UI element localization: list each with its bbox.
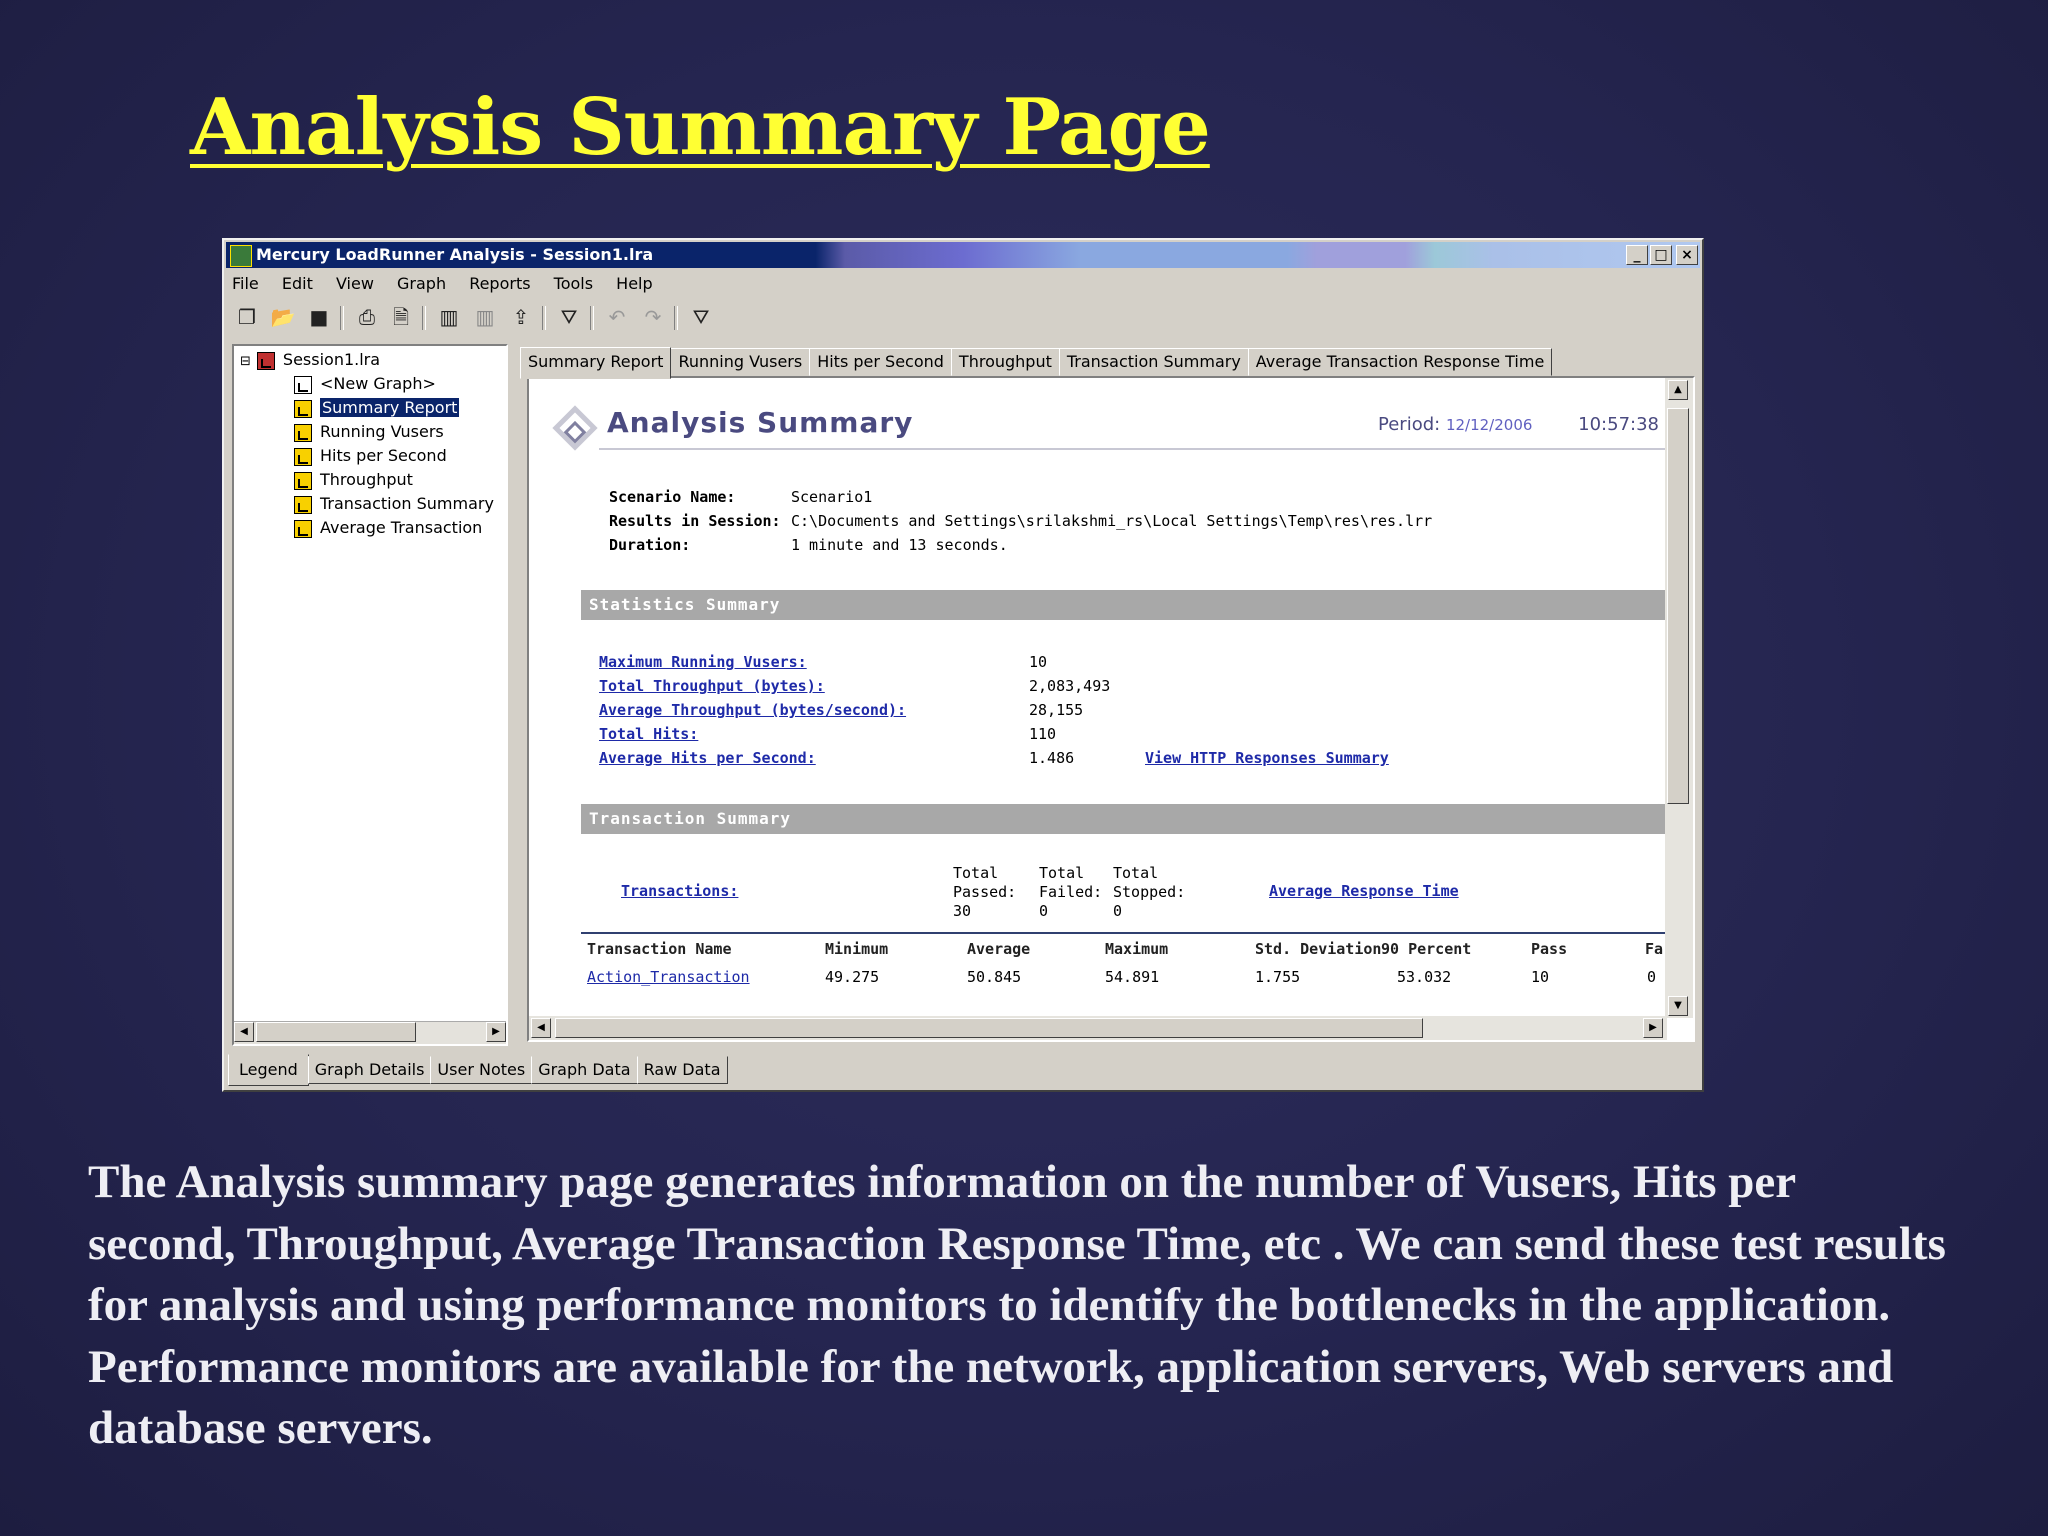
table-cell: 54.891 bbox=[1105, 968, 1160, 986]
graph-tabs bbox=[520, 344, 1551, 374]
graph-icon bbox=[294, 520, 312, 538]
duration-label: Duration: bbox=[609, 536, 691, 554]
session-tree bbox=[232, 344, 508, 1046]
table-header: Std. Deviation bbox=[1255, 940, 1382, 958]
stat-link[interactable]: Maximum Running Vusers: bbox=[599, 653, 807, 671]
menu-help[interactable]: Help bbox=[616, 274, 653, 293]
statistics-summary-header: Statistics Summary bbox=[581, 590, 1667, 620]
stat-value: 110 bbox=[1029, 725, 1057, 743]
tab-hits-per-second[interactable]: Hits per Second bbox=[809, 348, 952, 376]
tab-graph-data[interactable]: Graph Data bbox=[531, 1056, 637, 1084]
stat-link[interactable]: Average Hits per Second: bbox=[599, 749, 816, 767]
graph-icon bbox=[294, 472, 312, 490]
scroll-up-icon[interactable]: ▲ bbox=[1668, 380, 1688, 400]
print-preview-icon[interactable]: 🗎 bbox=[392, 305, 410, 329]
menu-edit[interactable]: Edit bbox=[281, 274, 313, 293]
total-failed-value: 0 bbox=[1039, 902, 1049, 920]
total-stopped-value: 0 bbox=[1113, 902, 1123, 920]
menu-bar bbox=[232, 272, 671, 296]
tab-raw-data[interactable]: Raw Data bbox=[637, 1056, 728, 1084]
table-cell: 1.755 bbox=[1255, 968, 1301, 986]
menu-reports[interactable]: Reports bbox=[469, 274, 531, 293]
report-logo-icon bbox=[552, 405, 597, 450]
tree-hscrollbar[interactable] bbox=[234, 1021, 506, 1044]
new-session-icon[interactable]: ❐ bbox=[238, 305, 256, 329]
transaction-name-link[interactable]: Action_Transaction bbox=[587, 968, 750, 986]
print-icon[interactable]: ⎙ bbox=[359, 305, 375, 329]
http-responses-link[interactable]: View HTTP Responses Summary bbox=[1145, 749, 1389, 767]
stat-value: 28,155 bbox=[1029, 701, 1084, 719]
duration-value: 1 minute and 13 seconds. bbox=[791, 536, 1008, 554]
graph-icon bbox=[294, 424, 312, 442]
table-header: Maximum bbox=[1105, 940, 1169, 958]
slide-body-text: The Analysis summary page generates information on the number of Vusers, Hits per second, Throughput, Average Transaction Response Time, etc . We can send these test results for analysis and using performance monitors to identify the bottlenecks in the application. Performance monitors are available for the network, application servers, Web servers and database servers. bbox=[88, 1156, 1946, 1454]
table-cell: 50.845 bbox=[967, 968, 1022, 986]
table-header: Average bbox=[967, 940, 1031, 958]
summary-filter-icon[interactable]: ⛛ bbox=[692, 305, 710, 329]
report-hscrollbar[interactable] bbox=[529, 1016, 1667, 1040]
save-icon[interactable]: ■ bbox=[309, 305, 329, 329]
tree-item-summary-report[interactable]: Summary Report bbox=[294, 396, 459, 420]
total-passed-label: Total Passed: bbox=[953, 864, 1017, 901]
menu-view[interactable]: View bbox=[335, 274, 374, 293]
close-button[interactable]: × bbox=[1676, 245, 1698, 265]
menu-file[interactable]: File bbox=[232, 274, 259, 293]
transactions-link[interactable]: Transactions: bbox=[621, 882, 739, 900]
app-icon bbox=[230, 245, 252, 267]
graph-icon bbox=[294, 496, 312, 514]
undo-icon[interactable]: ↶ bbox=[608, 305, 626, 329]
stat-link[interactable]: Total Throughput (bytes): bbox=[599, 677, 825, 695]
scroll-left-icon[interactable]: ◀ bbox=[234, 1022, 254, 1042]
tree-root[interactable]: ⊟ Session1.lra bbox=[240, 350, 381, 369]
tree-item[interactable]: <New Graph> bbox=[294, 372, 436, 396]
table-header: Fa bbox=[1645, 940, 1664, 958]
maximize-button[interactable]: □ bbox=[1650, 245, 1672, 265]
menu-graph[interactable]: Graph bbox=[397, 274, 447, 293]
graph-icon bbox=[294, 448, 312, 466]
tree-item[interactable]: Running Vusers bbox=[294, 420, 444, 444]
table-cell: 0 bbox=[1647, 968, 1657, 986]
stat-value: 2,083,493 bbox=[1029, 677, 1111, 695]
tab-summary-report[interactable]: Summary Report bbox=[520, 347, 671, 379]
report-icon bbox=[294, 400, 312, 418]
tab-transaction-summary[interactable]: Transaction Summary bbox=[1059, 348, 1249, 376]
app-window bbox=[222, 238, 1704, 1092]
scroll-down-icon[interactable]: ▼ bbox=[1668, 996, 1688, 1016]
table-header: 90 Percent bbox=[1381, 940, 1472, 958]
tab-average-transaction-response-time[interactable]: Average Transaction Response Time bbox=[1248, 348, 1553, 376]
filter-icon[interactable]: ⛛ bbox=[560, 305, 578, 329]
tree-item[interactable]: Hits per Second bbox=[294, 444, 447, 468]
average-response-time-link[interactable]: Average Response Time bbox=[1269, 882, 1459, 900]
table-cell: 10 bbox=[1531, 968, 1550, 986]
total-failed-label: Total Failed: bbox=[1039, 864, 1103, 901]
table-cell: 53.032 bbox=[1397, 968, 1452, 986]
period-date: 12/12/2006 bbox=[1445, 416, 1533, 434]
redo-icon[interactable]: ↷ bbox=[644, 305, 662, 329]
table-cell: 49.275 bbox=[825, 968, 880, 986]
stat-link[interactable]: Total Hits: bbox=[599, 725, 699, 743]
results-value: C:\Documents and Settings\srilakshmi_rs\Local Settings\Temp\res\res.lrr bbox=[791, 512, 1433, 530]
toolbar bbox=[232, 300, 1694, 336]
tree-item[interactable]: Transaction Summary bbox=[294, 492, 494, 516]
scroll-right-icon[interactable]: ▶ bbox=[1643, 1018, 1663, 1038]
details-tabs bbox=[228, 1054, 727, 1084]
scenario-label: Scenario Name: bbox=[609, 488, 736, 506]
summary-report-pane bbox=[527, 376, 1695, 1042]
total-stopped-label: Total Stopped: bbox=[1113, 864, 1186, 901]
scroll-left-icon[interactable]: ◀ bbox=[531, 1018, 551, 1038]
open-icon[interactable]: 📂 bbox=[270, 305, 296, 329]
tab-user-notes[interactable]: User Notes bbox=[430, 1056, 532, 1084]
window-title: Mercury LoadRunner Analysis - Session1.lra bbox=[256, 245, 654, 264]
table-header: Transaction Name bbox=[587, 940, 732, 958]
table-header: Minimum bbox=[825, 940, 889, 958]
report-hscroll-thumb[interactable] bbox=[555, 1018, 1423, 1038]
stat-value: 10 bbox=[1029, 653, 1048, 671]
scenario-value: Scenario1 bbox=[791, 488, 873, 506]
tab-graph-details[interactable]: Graph Details bbox=[308, 1056, 432, 1084]
report-vscroll-thumb[interactable] bbox=[1667, 408, 1689, 804]
tree-item[interactable]: Throughput bbox=[294, 468, 413, 492]
report-period: Period: 12/12/2006 10:57:38 bbox=[1378, 414, 1659, 435]
collapse-icon[interactable]: ⊟ bbox=[240, 354, 251, 369]
tab-throughput[interactable]: Throughput bbox=[951, 348, 1060, 376]
add-graph-icon[interactable]: ▥ bbox=[439, 305, 459, 329]
tab-running-vusers[interactable]: Running Vusers bbox=[670, 348, 810, 376]
new-graph-icon bbox=[294, 376, 312, 394]
export-icon[interactable]: ⇪ bbox=[512, 305, 530, 329]
stat-link[interactable]: Average Throughput (bytes/second): bbox=[599, 701, 907, 719]
tree-scroll-thumb[interactable] bbox=[256, 1022, 416, 1042]
title-bar[interactable] bbox=[226, 242, 1700, 268]
tab-legend[interactable]: Legend bbox=[228, 1054, 309, 1086]
total-passed-value: 30 bbox=[953, 902, 972, 920]
tree-item[interactable]: Average Transaction bbox=[294, 516, 482, 540]
scroll-right-icon[interactable]: ▶ bbox=[486, 1022, 506, 1042]
stat-value: 1.486 bbox=[1029, 749, 1075, 767]
merge-graphs-icon[interactable]: ▥ bbox=[475, 305, 495, 329]
minimize-button[interactable]: _ bbox=[1626, 245, 1648, 265]
session-icon bbox=[257, 352, 275, 370]
report-vscrollbar[interactable] bbox=[1665, 378, 1693, 1018]
results-label: Results in Session: bbox=[609, 512, 781, 530]
period-time: 10:57:38 bbox=[1578, 414, 1659, 435]
report-title: Analysis Summary bbox=[607, 406, 914, 439]
slide-title: Analysis Summary Page bbox=[190, 82, 1210, 173]
menu-tools[interactable]: Tools bbox=[553, 274, 594, 293]
transaction-summary-header: Transaction Summary bbox=[581, 804, 1667, 834]
table-header: Pass bbox=[1531, 940, 1568, 958]
